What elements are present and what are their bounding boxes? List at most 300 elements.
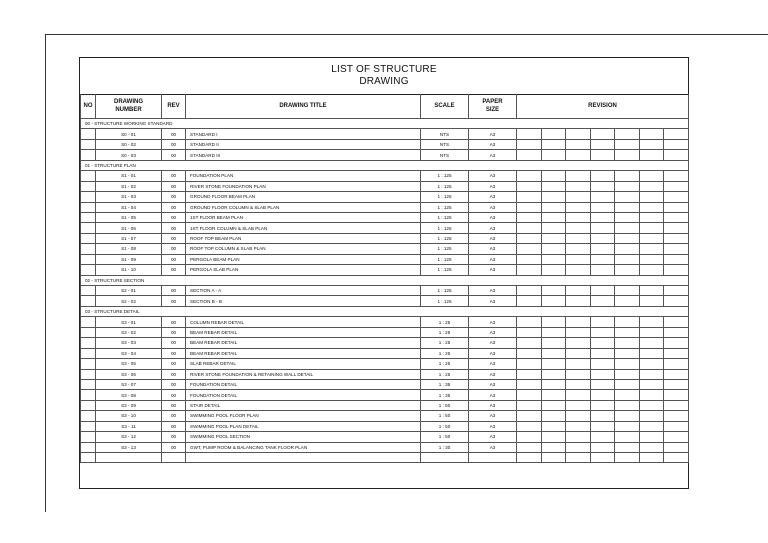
- cell-drawing-number: S3 - 09: [96, 400, 162, 410]
- cell-revision: [640, 254, 664, 264]
- table-row: [81, 129, 689, 139]
- cell-rev: 00: [162, 411, 186, 421]
- cell-paper-size: A3: [469, 233, 517, 243]
- cell-rev: 00: [162, 212, 186, 222]
- table-row: [81, 359, 689, 369]
- cell-revision: [591, 244, 615, 254]
- cell-revision: [542, 202, 566, 212]
- cell-rev: 00: [162, 338, 186, 348]
- table-body: [81, 119, 689, 463]
- document-title-line-2: DRAWING: [359, 76, 409, 87]
- cell-paper-size: A3: [469, 369, 517, 379]
- cell-drawing-number: S1 - 07: [96, 233, 162, 243]
- cell-revision: [640, 202, 664, 212]
- cell-revision: [591, 359, 615, 369]
- cell-revision: [615, 129, 640, 139]
- cell-revision: [517, 202, 542, 212]
- table-row: [81, 369, 689, 379]
- cell-revision: [664, 181, 689, 191]
- cell-paper-size: A3: [469, 202, 517, 212]
- table-row: [81, 338, 689, 348]
- header-scale: SCALE: [421, 94, 469, 119]
- cell-drawing-title: RIVER STONE FOUNDATION PLAN: [186, 181, 421, 191]
- cell-revision: [615, 286, 640, 296]
- cell-rev: 00: [162, 254, 186, 264]
- cell-revision: [542, 338, 566, 348]
- cell-scale: 1 : 125: [421, 202, 469, 212]
- cell-drawing-title: BEAM REBAR DETAIL: [186, 348, 421, 358]
- cell-revision: [566, 296, 591, 306]
- cell-revision: [615, 296, 640, 306]
- cell-revision: [615, 233, 640, 243]
- cell-rev: 00: [162, 244, 186, 254]
- cell-paper-size: A3: [469, 129, 517, 139]
- cell-scale: 1 : 35: [421, 379, 469, 389]
- cell-no: [81, 400, 96, 410]
- cell-drawing-number: S1 - 01: [96, 171, 162, 181]
- cell-drawing-number: S3 - 06: [96, 369, 162, 379]
- cell-drawing-title: GWT, PUMP ROOM & BALANCING TANK FLOOR PLAN: [186, 442, 421, 452]
- cell-revision: [664, 212, 689, 222]
- cell-drawing-title: SECTION B - B: [186, 296, 421, 306]
- cell-revision: [542, 244, 566, 254]
- cell-no: [81, 202, 96, 212]
- cell-revision: [591, 286, 615, 296]
- cell-revision: [542, 265, 566, 275]
- cell-revision: [640, 359, 664, 369]
- cell-revision: [517, 411, 542, 421]
- table-row: [81, 265, 689, 275]
- cell-revision: [664, 400, 689, 410]
- cell-revision: [517, 421, 542, 431]
- cell-no: [81, 411, 96, 421]
- section-row: [81, 306, 689, 316]
- cell-revision: [615, 265, 640, 275]
- cell-revision: [640, 421, 664, 431]
- cell-revision: [566, 223, 591, 233]
- cell-no: [81, 223, 96, 233]
- cell-revision: [517, 327, 542, 337]
- cell-no: [81, 139, 96, 149]
- cell-revision: [566, 139, 591, 149]
- cell-revision: [664, 150, 689, 160]
- cell-revision: [591, 369, 615, 379]
- cell-paper-size: A3: [469, 223, 517, 233]
- table-row: [81, 244, 689, 254]
- cell-revision: [615, 212, 640, 222]
- table-row: [81, 348, 689, 358]
- cell-drawing-title: FOUNDATION DETAIL: [186, 390, 421, 400]
- table-row: [81, 379, 689, 389]
- cell-revision: [566, 129, 591, 139]
- cell-revision: [542, 327, 566, 337]
- cell-revision: [566, 192, 591, 202]
- cell-revision: [542, 286, 566, 296]
- cell-revision: [542, 369, 566, 379]
- cell-paper-size: A3: [469, 379, 517, 389]
- cell-scale: 1 : 35: [421, 390, 469, 400]
- cell-revision: [542, 442, 566, 452]
- cell-revision: [591, 212, 615, 222]
- cell-revision: [566, 432, 591, 442]
- cell-revision: [542, 233, 566, 243]
- cell-revision: [566, 202, 591, 212]
- cell-revision: [542, 400, 566, 410]
- cell-drawing-title: SWIMMING POOL FLOOR PLAN: [186, 411, 421, 421]
- cell-scale: 1 : 50: [421, 400, 469, 410]
- cell-no: [81, 442, 96, 452]
- title-block: [80, 58, 688, 95]
- cell-revision: [615, 254, 640, 264]
- cell-revision: [615, 171, 640, 181]
- cell-revision: [664, 338, 689, 348]
- cell-revision: [615, 421, 640, 431]
- cell-revision: [664, 348, 689, 358]
- cell-rev: 00: [162, 296, 186, 306]
- cell-revision: [542, 390, 566, 400]
- cell-paper-size: A3: [469, 421, 517, 431]
- cell-revision: [517, 400, 542, 410]
- cell-revision: [517, 212, 542, 222]
- cell-revision: [542, 223, 566, 233]
- cell-revision: [517, 150, 542, 160]
- cell-scale: 1 : 25: [421, 317, 469, 327]
- cell-scale: 1 : 125: [421, 254, 469, 264]
- table-header-row: [81, 94, 689, 119]
- cell-revision: [566, 233, 591, 243]
- cell-revision: [664, 296, 689, 306]
- cell-paper-size: A3: [469, 139, 517, 149]
- cell-revision: [517, 286, 542, 296]
- cell-scale: 1 : 125: [421, 286, 469, 296]
- table-row: [81, 181, 689, 191]
- cell-drawing-number: S0 - 01: [96, 129, 162, 139]
- cell-paper-size: A3: [469, 442, 517, 452]
- cell-revision: [542, 421, 566, 431]
- cell-revision: [566, 286, 591, 296]
- cell-scale: 1 : 125: [421, 244, 469, 254]
- cell-revision: [664, 327, 689, 337]
- cell-no: [81, 338, 96, 348]
- cell-no: [81, 150, 96, 160]
- cell-rev: 00: [162, 432, 186, 442]
- cell-rev: 00: [162, 129, 186, 139]
- cell-revision: [517, 369, 542, 379]
- cell-revision: [517, 254, 542, 264]
- cell-drawing-number: S3 - 04: [96, 348, 162, 358]
- cell-revision: [615, 192, 640, 202]
- cell-revision: [591, 181, 615, 191]
- cell-revision: [664, 171, 689, 181]
- cell-revision: [615, 369, 640, 379]
- cell-revision: [640, 244, 664, 254]
- table-row: [81, 317, 689, 327]
- header-paper-size: PAPER SIZE: [469, 94, 517, 119]
- cell-drawing-number: S1 - 05: [96, 212, 162, 222]
- cell-rev: 00: [162, 150, 186, 160]
- cell-revision: [615, 202, 640, 212]
- header-no: NO: [81, 94, 96, 119]
- cell-revision: [566, 442, 591, 452]
- table-row: [81, 286, 689, 296]
- cell-revision: [566, 244, 591, 254]
- blank-cell: [186, 453, 421, 463]
- cell-revision: [591, 139, 615, 149]
- cell-scale: 1 : 25: [421, 348, 469, 358]
- cell-drawing-title: FOUNDATION PLAN: [186, 171, 421, 181]
- cell-drawing-title: ROOF TOP COLUMN & SLAB PLAN: [186, 244, 421, 254]
- cell-revision: [591, 192, 615, 202]
- cell-revision: [517, 223, 542, 233]
- cell-drawing-title: GROUND FLOOR COLUMN & SLAB PLAN: [186, 202, 421, 212]
- table-row: [81, 139, 689, 149]
- table-row: [81, 296, 689, 306]
- cell-revision: [640, 442, 664, 452]
- cell-scale: NTS: [421, 150, 469, 160]
- cell-no: [81, 233, 96, 243]
- cell-drawing-number: S1 - 06: [96, 223, 162, 233]
- cell-rev: 00: [162, 233, 186, 243]
- table-row: [81, 442, 689, 452]
- cell-drawing-number: S1 - 04: [96, 202, 162, 212]
- table-row: [81, 421, 689, 431]
- cell-revision: [615, 442, 640, 452]
- document-title-line-1: LIST OF STRUCTURE: [331, 64, 437, 75]
- cell-revision: [664, 359, 689, 369]
- cell-revision: [640, 223, 664, 233]
- cell-revision: [566, 327, 591, 337]
- cell-drawing-number: S1 - 02: [96, 181, 162, 191]
- cell-revision: [517, 192, 542, 202]
- cell-no: [81, 212, 96, 222]
- cell-revision: [542, 348, 566, 358]
- cell-revision: [566, 181, 591, 191]
- cell-revision: [566, 254, 591, 264]
- cell-revision: [664, 442, 689, 452]
- cell-scale: NTS: [421, 139, 469, 149]
- cell-scale: 1 : 125: [421, 223, 469, 233]
- cell-revision: [615, 348, 640, 358]
- cell-revision: [542, 181, 566, 191]
- cell-revision: [640, 192, 664, 202]
- section-label: 02 - STRUCTURE SECTION: [81, 275, 689, 285]
- cell-revision: [591, 390, 615, 400]
- section-label: 00 - STRUCTURE WORKING STANDARD: [81, 119, 689, 129]
- cell-revision: [591, 171, 615, 181]
- cell-paper-size: A3: [469, 432, 517, 442]
- cell-revision: [591, 202, 615, 212]
- cell-no: [81, 379, 96, 389]
- blank-cell: [664, 453, 689, 463]
- cell-revision: [517, 338, 542, 348]
- cell-revision: [542, 171, 566, 181]
- cell-revision: [640, 212, 664, 222]
- cell-rev: 00: [162, 265, 186, 275]
- cell-revision: [517, 359, 542, 369]
- blank-cell: [421, 453, 469, 463]
- cell-revision: [542, 139, 566, 149]
- cell-rev: 00: [162, 400, 186, 410]
- cell-paper-size: A3: [469, 212, 517, 222]
- cell-revision: [664, 265, 689, 275]
- cell-drawing-title: 1ST FLOOR BEAM PLAN: [186, 212, 421, 222]
- cell-paper-size: A3: [469, 327, 517, 337]
- cell-scale: 1 : 125: [421, 265, 469, 275]
- cell-revision: [640, 400, 664, 410]
- cell-drawing-number: S3 - 11: [96, 421, 162, 431]
- cell-revision: [591, 442, 615, 452]
- cell-revision: [664, 139, 689, 149]
- cell-revision: [591, 233, 615, 243]
- blank-cell: [566, 453, 591, 463]
- cell-scale: 1 : 50: [421, 411, 469, 421]
- cell-scale: 1 : 125: [421, 181, 469, 191]
- table-row: [81, 254, 689, 264]
- cell-drawing-title: SECTION A - A: [186, 286, 421, 296]
- cell-revision: [517, 244, 542, 254]
- cell-rev: 00: [162, 202, 186, 212]
- cell-drawing-title: BEAM REBAR DETAIL: [186, 327, 421, 337]
- cell-rev: 00: [162, 369, 186, 379]
- cell-scale: 1 : 25: [421, 369, 469, 379]
- cell-rev: 00: [162, 390, 186, 400]
- cell-revision: [566, 369, 591, 379]
- cell-revision: [566, 348, 591, 358]
- cell-revision: [566, 338, 591, 348]
- header-rev: REV: [162, 94, 186, 119]
- cell-revision: [517, 139, 542, 149]
- section-label: 01 - STRUCTURE PLAN: [81, 160, 689, 170]
- cell-scale: 1 : 125: [421, 233, 469, 243]
- blank-cell: [96, 453, 162, 463]
- cell-rev: 00: [162, 442, 186, 452]
- table-row: [81, 327, 689, 337]
- cell-paper-size: A3: [469, 150, 517, 160]
- cell-scale: 1 : 125: [421, 296, 469, 306]
- cell-drawing-number: S2 - 02: [96, 296, 162, 306]
- cell-revision: [566, 212, 591, 222]
- table-row: [81, 212, 689, 222]
- header-drawing-title: DRAWING TITLE: [186, 94, 421, 119]
- cell-revision: [542, 359, 566, 369]
- cell-rev: 00: [162, 348, 186, 358]
- cell-revision: [664, 233, 689, 243]
- cell-drawing-title: PERGOLA BEAM PLAN: [186, 254, 421, 264]
- cell-revision: [640, 411, 664, 421]
- cell-revision: [542, 212, 566, 222]
- cell-revision: [615, 432, 640, 442]
- cell-revision: [566, 400, 591, 410]
- cell-revision: [517, 265, 542, 275]
- cell-revision: [517, 171, 542, 181]
- cell-revision: [615, 139, 640, 149]
- cell-no: [81, 369, 96, 379]
- table-row: [81, 150, 689, 160]
- cell-drawing-title: PERGOLA SLAB PLAN: [186, 265, 421, 275]
- cell-paper-size: A3: [469, 192, 517, 202]
- table-row: [81, 432, 689, 442]
- cell-drawing-number: S3 - 05: [96, 359, 162, 369]
- cell-drawing-number: S0 - 03: [96, 150, 162, 160]
- cell-revision: [664, 390, 689, 400]
- cell-no: [81, 171, 96, 181]
- cell-paper-size: A3: [469, 400, 517, 410]
- cell-drawing-number: S3 - 12: [96, 432, 162, 442]
- blank-cell: [615, 453, 640, 463]
- section-row: [81, 160, 689, 170]
- cell-revision: [591, 317, 615, 327]
- header-revision: REVISION: [517, 94, 689, 119]
- table-row: [81, 192, 689, 202]
- cell-drawing-number: S3 - 10: [96, 411, 162, 421]
- cell-revision: [615, 181, 640, 191]
- cell-revision: [566, 379, 591, 389]
- cell-revision: [615, 150, 640, 160]
- cell-rev: 00: [162, 327, 186, 337]
- cell-revision: [591, 129, 615, 139]
- cell-paper-size: A3: [469, 181, 517, 191]
- cell-revision: [640, 390, 664, 400]
- cell-paper-size: A3: [469, 254, 517, 264]
- cell-drawing-number: S1 - 10: [96, 265, 162, 275]
- cell-revision: [517, 181, 542, 191]
- cell-revision: [591, 400, 615, 410]
- cell-drawing-title: FOUNDATION DETAIL: [186, 379, 421, 389]
- cell-revision: [591, 296, 615, 306]
- cell-drawing-title: BEAM REBAR DETAIL: [186, 338, 421, 348]
- cell-revision: [664, 411, 689, 421]
- cell-drawing-number: S0 - 02: [96, 139, 162, 149]
- cell-revision: [664, 223, 689, 233]
- cell-revision: [640, 348, 664, 358]
- cell-drawing-number: S3 - 13: [96, 442, 162, 452]
- cell-revision: [664, 317, 689, 327]
- cell-revision: [591, 411, 615, 421]
- cell-revision: [591, 223, 615, 233]
- cell-revision: [664, 192, 689, 202]
- cell-revision: [664, 432, 689, 442]
- cell-paper-size: A3: [469, 317, 517, 327]
- table-row: [81, 411, 689, 421]
- page-top-border: [45, 34, 768, 35]
- cell-no: [81, 317, 96, 327]
- cell-revision: [542, 129, 566, 139]
- cell-revision: [640, 181, 664, 191]
- cell-paper-size: A3: [469, 286, 517, 296]
- cell-paper-size: A3: [469, 338, 517, 348]
- cell-paper-size: A3: [469, 296, 517, 306]
- cell-revision: [542, 150, 566, 160]
- cell-paper-size: A3: [469, 359, 517, 369]
- cell-drawing-number: S1 - 08: [96, 244, 162, 254]
- cell-revision: [640, 296, 664, 306]
- cell-no: [81, 244, 96, 254]
- cell-drawing-number: S3 - 02: [96, 327, 162, 337]
- cell-revision: [591, 432, 615, 442]
- cell-scale: 1 : 50: [421, 421, 469, 431]
- cell-revision: [542, 296, 566, 306]
- cell-revision: [517, 432, 542, 442]
- blank-cell: [81, 453, 96, 463]
- drawing-list-table: [80, 94, 689, 463]
- blank-cell: [517, 453, 542, 463]
- cell-revision: [615, 400, 640, 410]
- cell-paper-size: A3: [469, 265, 517, 275]
- cell-no: [81, 327, 96, 337]
- drawing-list-sheet: [79, 57, 689, 489]
- cell-revision: [591, 338, 615, 348]
- cell-revision: [542, 254, 566, 264]
